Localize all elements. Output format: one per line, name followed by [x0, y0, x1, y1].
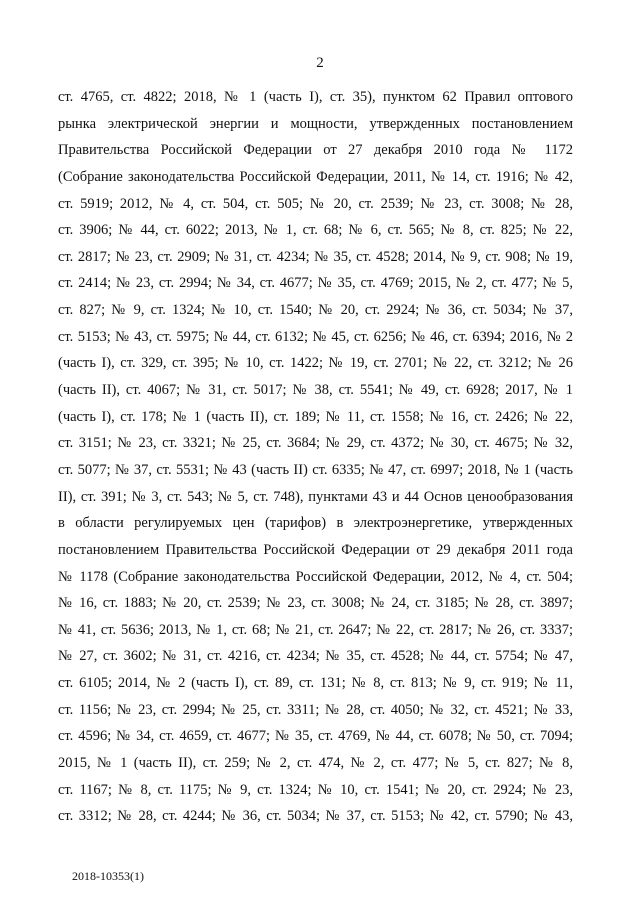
text-line: ст. 5919; 2012, № 4, ст. 504, ст. 505; № 20, ст. 2539; № 23, ст. 3008; № 28,: [58, 195, 573, 212]
text-line: (часть II), ст. 4067; № 31, ст. 5017; № 38, ст. 5541; № 49, ст. 6928; 2017, № 1: [58, 382, 573, 399]
text-line: ст. 2817; № 23, ст. 2909; № 31, ст. 4234; № 35, ст. 4528; 2014, № 9, ст. 908; № 19,: [58, 248, 573, 265]
body-text: [58, 84, 573, 830]
text-line: 2015, № 1 (часть II), ст. 259; № 2, ст. 474, № 2, ст. 477; № 5, ст. 827; № 8,: [58, 755, 573, 772]
text-line: № 41, ст. 5636; 2013, № 1, ст. 68; № 21, ст. 2647; № 22, ст. 2817; № 26, ст. 3337;: [58, 621, 573, 638]
text-line: ст. 5153; № 43, ст. 5975; № 44, ст. 6132; № 45, ст. 6256; № 46, ст. 6394; 2016, № 2: [58, 328, 573, 345]
text-line: ст. 6105; 2014, № 2 (часть I), ст. 89, ст. 131; № 8, ст. 813; № 9, ст. 919; № 11,: [58, 675, 573, 692]
text-line: (Собрание законодательства Российской Федерации, 2011, № 14, ст. 1916; № 42,: [58, 168, 573, 185]
text-line: постановлением Правительства Российской Федерации от 29 декабря 2011 года: [58, 541, 573, 558]
text-line: ст. 3312; № 28, ст. 4244; № 36, ст. 5034; № 37, ст. 5153; № 42, ст. 5790; № 43,: [58, 808, 573, 825]
text-line: в области регулируемых цен (тарифов) в электроэнергетике, утвержденных: [58, 515, 573, 532]
text-line: ст. 2414; № 23, ст. 2994; № 34, ст. 4677; № 35, ст. 4769; 2015, № 2, ст. 477; № 5,: [58, 275, 573, 292]
text-line: (часть I), ст. 329, ст. 395; № 10, ст. 1422; № 19, ст. 2701; № 22, ст. 3212; № 26: [58, 355, 573, 372]
text-line: ст. 4596; № 34, ст. 4659, ст. 4677; № 35, ст. 4769, № 44, ст. 6078; № 50, ст. 7094;: [58, 728, 573, 745]
text-line: рынка электрической энергии и мощности, утвержденных постановлением: [58, 115, 573, 132]
text-line: ст. 3906; № 44, ст. 6022; 2013, № 1, ст. 68; № 6, ст. 565; № 8, ст. 825; № 22,: [58, 222, 573, 239]
text-line: № 16, ст. 1883; № 20, ст. 2539; № 23, ст. 3008; № 24, ст. 3185; № 28, ст. 3897;: [58, 595, 573, 612]
text-line: ст. 1156; № 23, ст. 2994; № 25, ст. 3311; № 28, ст. 4050; № 32, ст. 4521; № 33,: [58, 701, 573, 718]
text-line: № 27, ст. 3602; № 31, ст. 4216, ст. 4234; № 35, ст. 4528; № 44, ст. 5754; № 47,: [58, 648, 573, 665]
text-line: ст. 5077; № 37, ст. 5531; № 43 (часть II) ст. 6335; № 47, ст. 6997; 2018, № 1 (часть: [58, 461, 573, 478]
text-line: № 1178 (Собрание законодательства Российской Федерации, 2012, № 4, ст. 504;: [58, 568, 573, 585]
text-line: Правительства Российской Федерации от 27 декабря 2010 года № 1172: [58, 142, 573, 159]
text-line: ст. 4765, ст. 4822; 2018, № 1 (часть I), ст. 35), пунктом 62 Правил оптового: [58, 89, 573, 105]
text-line: ст. 1167; № 8, ст. 1175; № 9, ст. 1324; № 10, ст. 1541; № 20, ст. 2924; № 23,: [58, 781, 573, 798]
text-line: ст. 3151; № 23, ст. 3321; № 25, ст. 3684; № 29, ст. 4372; № 30, ст. 4675; № 32,: [58, 435, 573, 452]
document-code: 2018-10353(1): [72, 869, 144, 883]
page-number: 2: [316, 55, 324, 71]
text-line: ст. 827; № 9, ст. 1324; № 10, ст. 1540; № 20, ст. 2924; № 36, ст. 5034; № 37,: [58, 302, 573, 319]
text-line: II), ст. 391; № 3, ст. 543; № 5, ст. 748), пунктами 43 и 44 Основ ценообразования: [58, 488, 573, 505]
text-line: (часть I), ст. 178; № 1 (часть II), ст. 189; № 11, ст. 1558; № 16, ст. 2426; № 22,: [58, 408, 573, 425]
